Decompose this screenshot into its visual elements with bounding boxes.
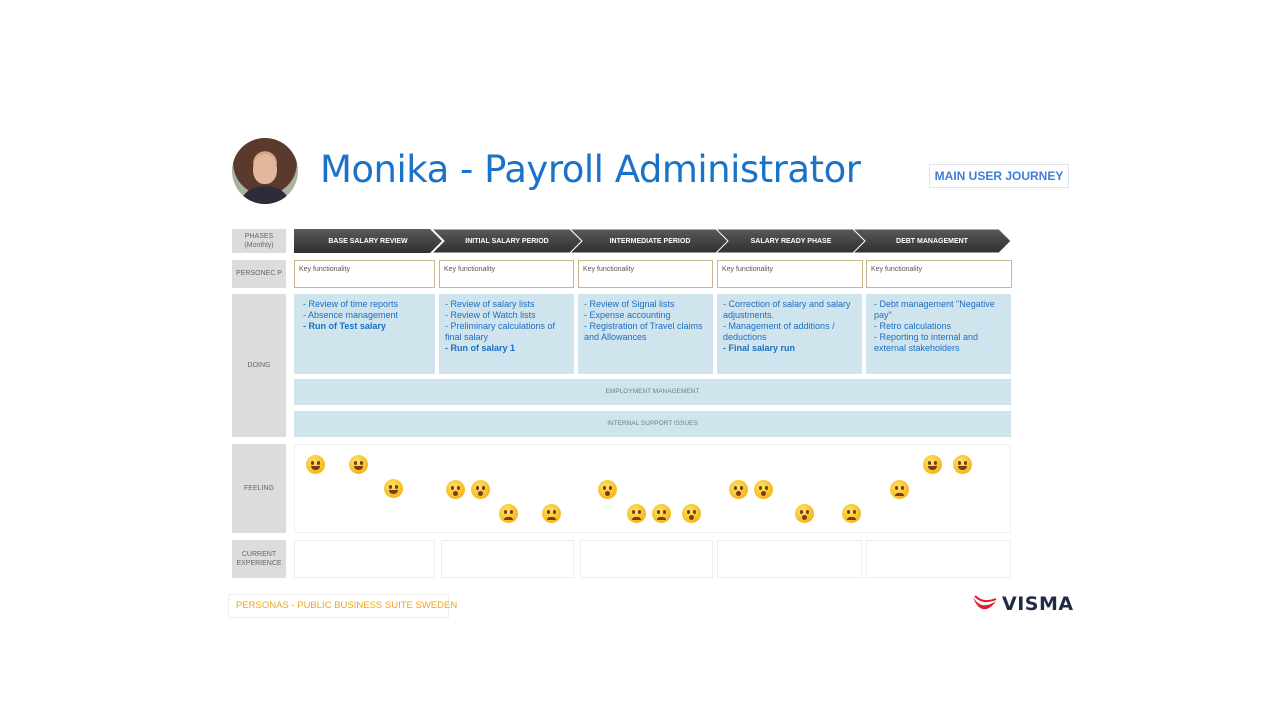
astonished-emoji [682, 504, 701, 523]
row-label-doing: DOING [232, 294, 286, 437]
shushing-emoji [446, 480, 465, 499]
unamused-emoji [627, 504, 646, 523]
row-label-phases: PHASES (Monthly) [232, 229, 286, 253]
doing-line-bold: - Final salary run [723, 342, 796, 353]
monocle-emoji [471, 480, 490, 499]
phase-intermediate-period [570, 229, 730, 253]
doing-line: - Correction of salary and salary adjustments. [723, 299, 851, 320]
doing-line: - Debt management "Negative pay" [874, 299, 995, 320]
doing-line: - Registration of Travel claims and Allowances [584, 320, 703, 342]
doing-line: - Review of Signal lists [584, 299, 675, 309]
employment-management-band: EMPLOYMENT MANAGEMENT [294, 379, 1011, 405]
zany-emoji [384, 479, 403, 498]
key-functionality-cell: Key functionality [717, 260, 863, 288]
grinning-emoji [923, 455, 942, 474]
phase-debt-management [853, 229, 1011, 253]
doing-cell-base-salary-review [294, 294, 435, 374]
doing-line: - Review of time reports [303, 299, 399, 309]
smiling-emoji [953, 455, 972, 474]
monocle-emoji [598, 480, 617, 499]
visma-logo [972, 593, 1074, 615]
doing-line: - Management of additions / deductions [723, 320, 835, 342]
doing-line: - Preliminary calculations of final salary [445, 320, 556, 342]
astonished-emoji [795, 504, 814, 523]
phase-salary-ready [716, 229, 866, 253]
phase-label: DEBT MANAGEMENT [896, 237, 968, 245]
current-experience-cell [294, 540, 435, 578]
exhaling-emoji [842, 504, 861, 523]
doing-cell-initial-salary-period [439, 294, 574, 374]
visma-logo-text: VISMA [1002, 593, 1074, 615]
angry-emoji [499, 504, 518, 523]
key-functionality-cell: Key functionality [866, 260, 1012, 288]
monocle-emoji [729, 480, 748, 499]
current-experience-cell [441, 540, 574, 578]
unamused-emoji [542, 504, 561, 523]
internal-support-band: INTERNAL SUPPORT ISSUES [294, 411, 1011, 437]
doing-line: - Reporting to internal and external stakeholders [874, 331, 979, 353]
doing-cell-salary-ready [717, 294, 862, 374]
doing-line-bold: - Run of salary 1 [445, 342, 516, 353]
row-label-system: PERSONEC P [232, 260, 286, 288]
current-experience-cell [580, 540, 713, 578]
phase-label: BASE SALARY REVIEW [328, 237, 408, 245]
personas-footer-label: PERSONAS - PUBLIC BUSINESS SUITE SWEDEN [228, 594, 449, 618]
crying-emoji [890, 480, 909, 499]
doing-line: - Retro calculations [874, 320, 952, 331]
current-experience-cell [717, 540, 862, 578]
phase-base-salary-review [294, 229, 442, 253]
persona-title: Monika - Payroll Administrator [320, 148, 861, 191]
doing-cell-debt-management [866, 294, 1011, 374]
row-label-feeling: FEELING [232, 444, 286, 533]
doing-cell-intermediate-period [578, 294, 713, 374]
phase-initial-salary-period [432, 229, 582, 253]
main-user-journey-badge: MAIN USER JOURNEY [929, 164, 1069, 188]
phase-label: INITIAL SALARY PERIOD [465, 237, 549, 245]
doing-line-bold: - Run of Test salary [303, 320, 386, 331]
smiling-emoji [349, 455, 368, 474]
key-functionality-cell: Key functionality [294, 260, 435, 288]
key-functionality-cell: Key functionality [578, 260, 713, 288]
row-label-current-experience: CURRENT EXPERIENCE [232, 540, 286, 578]
current-experience-cell [866, 540, 1011, 578]
feeling-area [294, 444, 1011, 533]
doing-line: - Review of salary lists [445, 299, 535, 309]
phase-label: INTERMEDIATE PERIOD [609, 237, 691, 245]
persona-avatar [232, 138, 298, 204]
doing-line: - Absence management [303, 309, 399, 320]
angry-emoji [652, 504, 671, 523]
shushing-emoji [754, 480, 773, 499]
grinning-emoji [306, 455, 325, 474]
visma-swoosh-icon [972, 595, 998, 613]
doing-line: - Expense accounting [584, 309, 671, 320]
doing-line: - Review of Watch lists [445, 309, 536, 320]
phase-label: SALARY READY PHASE [750, 237, 832, 245]
key-functionality-cell: Key functionality [439, 260, 574, 288]
